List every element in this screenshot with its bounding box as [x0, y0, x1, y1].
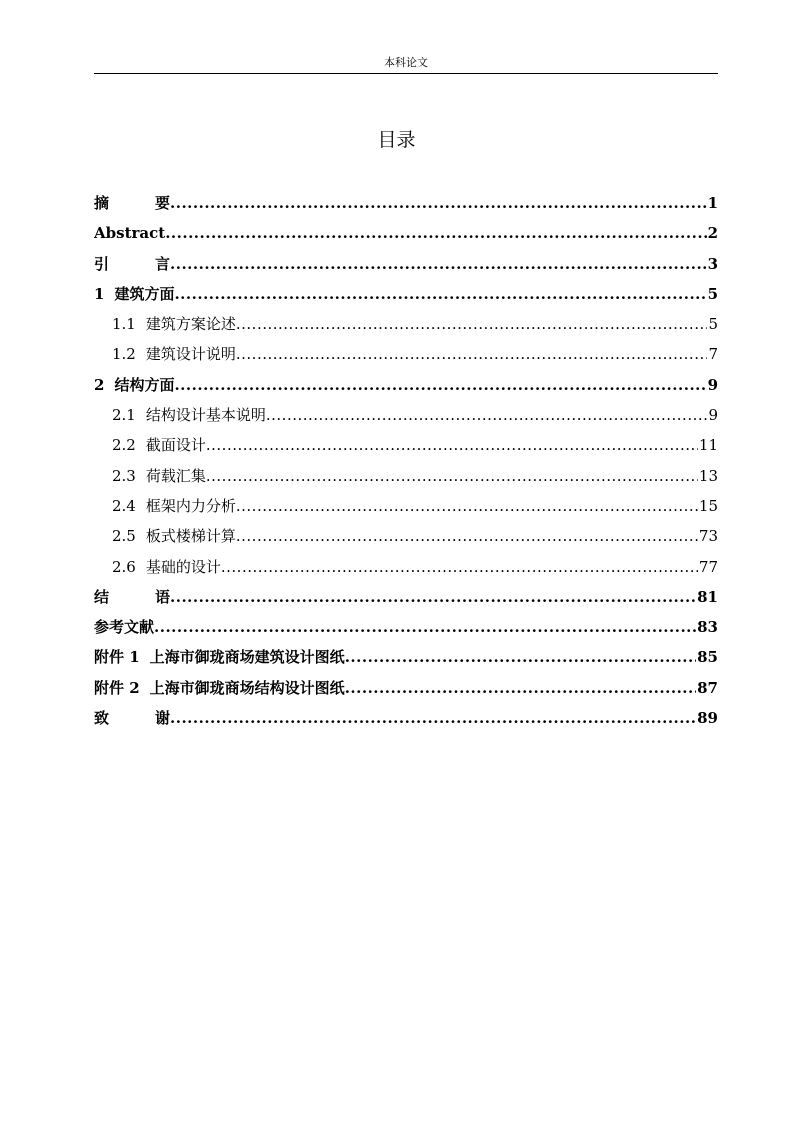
- toc-entry-page-number: 89: [697, 709, 718, 728]
- toc-entry-page-number: 9: [707, 375, 718, 394]
- toc-entry-label: [112, 552, 221, 582]
- dot-leader: [236, 521, 698, 551]
- dot-leader: [174, 370, 706, 400]
- toc-entry-number: 2.4: [112, 496, 136, 515]
- toc-entry[interactable]: [94, 279, 718, 309]
- toc-entry-page-number: 5: [708, 315, 718, 334]
- toc-entry-number: 2.2: [112, 436, 136, 455]
- page-title: 目录: [377, 129, 416, 151]
- toc-entry-page-number: 87: [697, 678, 718, 697]
- toc-entry-title: 基础的设计: [145, 557, 221, 576]
- toc-entry[interactable]: [94, 521, 718, 551]
- toc-entry-page-number: 81: [697, 587, 718, 606]
- toc-entry[interactable]: [94, 461, 718, 491]
- dot-leader: [174, 279, 706, 309]
- toc-entry-label-char: 语: [154, 587, 170, 606]
- dot-leader: [236, 309, 708, 339]
- toc-entry-label: [112, 430, 206, 460]
- toc-entry-page-number: 13: [698, 466, 718, 485]
- toc-entry-label-char: 摘: [94, 194, 110, 212]
- dot-leader: [170, 582, 696, 612]
- toc-entry-page-number: 9: [708, 406, 718, 425]
- dot-leader: [236, 491, 698, 521]
- toc-entry[interactable]: [94, 309, 718, 339]
- toc-entry-page-number: 11: [698, 436, 718, 455]
- toc-entry-label-char: 引: [94, 254, 110, 273]
- toc-entry-title: 建筑方案论述: [145, 315, 236, 334]
- toc-entry-title: 上海市御珑商场结构设计图纸: [149, 678, 345, 697]
- toc-entry[interactable]: [94, 612, 718, 642]
- toc-entry-number: 1.2: [112, 345, 136, 364]
- toc-entry[interactable]: [94, 370, 718, 400]
- dot-leader: [266, 400, 708, 430]
- toc-entry-page-number: 5: [707, 284, 718, 303]
- toc-entry-label: [94, 642, 345, 672]
- page-header: [94, 56, 718, 74]
- toc-entry-title: 参考文献: [94, 618, 155, 637]
- toc-entry-page-number: 7: [708, 345, 718, 364]
- toc-entry-title: 板式楼梯计算: [145, 527, 236, 546]
- toc-entry-label: [94, 673, 345, 703]
- dot-leader: [345, 673, 696, 703]
- toc-entry-label: [94, 370, 174, 400]
- toc-entry[interactable]: [94, 552, 718, 582]
- dot-leader: [165, 218, 706, 248]
- toc-entry-title: 上海市御珑商场建筑设计图纸: [149, 648, 345, 667]
- header-text: 本科论文: [384, 56, 428, 69]
- toc-entry-label-char: 要: [154, 194, 170, 212]
- toc-entry-label-char: 谢: [154, 709, 170, 728]
- toc-entry-title: 截面设计: [145, 436, 206, 455]
- toc-entry-label: [94, 279, 174, 309]
- dot-leader: [206, 430, 698, 460]
- dot-leader: [170, 188, 707, 218]
- toc-entry-label-char: 致: [94, 709, 110, 728]
- toc-entry[interactable]: [94, 339, 718, 369]
- toc-entry-title: 荷载汇集: [145, 466, 206, 485]
- toc-entry-label: [94, 582, 170, 612]
- dot-leader: [221, 552, 698, 582]
- toc-entry-title: 框架内力分析: [145, 496, 236, 515]
- toc-entry[interactable]: [94, 673, 718, 703]
- toc-entry-number: 2.5: [112, 527, 136, 546]
- toc-entry[interactable]: [94, 703, 718, 733]
- toc-entry-label: [112, 491, 236, 521]
- dot-leader: [170, 249, 707, 279]
- toc-entry-label: [112, 339, 236, 369]
- toc-entry-label: [94, 218, 165, 248]
- toc-entry-label: [94, 703, 170, 733]
- toc-entry-label: [112, 400, 266, 430]
- toc-entry-title: 结构设计基本说明: [145, 406, 266, 425]
- table-of-contents: [94, 188, 718, 733]
- toc-entry-page-number: 3: [707, 254, 718, 273]
- toc-entry-number: 1: [94, 284, 105, 303]
- toc-entry-number: 2.3: [112, 466, 136, 485]
- toc-entry-number: 1.1: [112, 315, 136, 334]
- toc-entry-label-char: 结: [94, 587, 110, 606]
- toc-entry-title: Abstract: [94, 224, 166, 243]
- toc-entry-number: 2.6: [112, 557, 136, 576]
- dot-leader: [345, 642, 696, 672]
- toc-entry-number: 附件 2: [94, 678, 140, 697]
- dot-leader: [170, 703, 696, 733]
- toc-entry-number: 附件 1: [94, 648, 140, 667]
- toc-entry[interactable]: [94, 582, 718, 612]
- toc-entry-number: 2: [94, 375, 105, 394]
- toc-entry-page-number: 85: [697, 648, 718, 667]
- toc-entry-label: [112, 309, 236, 339]
- toc-entry-number: 2.1: [112, 406, 136, 425]
- toc-entry[interactable]: [94, 249, 718, 279]
- toc-entry-label: [112, 521, 236, 551]
- toc-entry[interactable]: [94, 642, 718, 672]
- toc-entry-page-number: 73: [698, 527, 718, 546]
- toc-entry[interactable]: [94, 188, 718, 218]
- toc-entry[interactable]: [94, 430, 718, 460]
- toc-entry-page-number: 2: [707, 224, 718, 243]
- toc-entry-title: 结构方面: [114, 375, 175, 394]
- toc-entry-page-number: 1: [707, 194, 718, 212]
- toc-entry-title: 建筑设计说明: [145, 345, 236, 364]
- toc-entry[interactable]: [94, 491, 718, 521]
- toc-entry-label: [94, 188, 170, 218]
- toc-entry-page-number: 77: [698, 557, 718, 576]
- dot-leader: [236, 339, 708, 369]
- toc-entry-title: 建筑方面: [114, 284, 175, 303]
- toc-entry-label: [94, 249, 170, 279]
- dot-leader: [206, 461, 698, 491]
- toc-entry-label: [112, 461, 206, 491]
- dot-leader: [154, 612, 696, 642]
- toc-entry-page-number: 83: [697, 618, 718, 637]
- toc-entry-page-number: 15: [698, 496, 718, 515]
- toc-entry-label: [94, 612, 154, 642]
- toc-entry[interactable]: [94, 218, 718, 248]
- toc-entry[interactable]: [94, 400, 718, 430]
- toc-entry-label-char: 言: [154, 254, 170, 273]
